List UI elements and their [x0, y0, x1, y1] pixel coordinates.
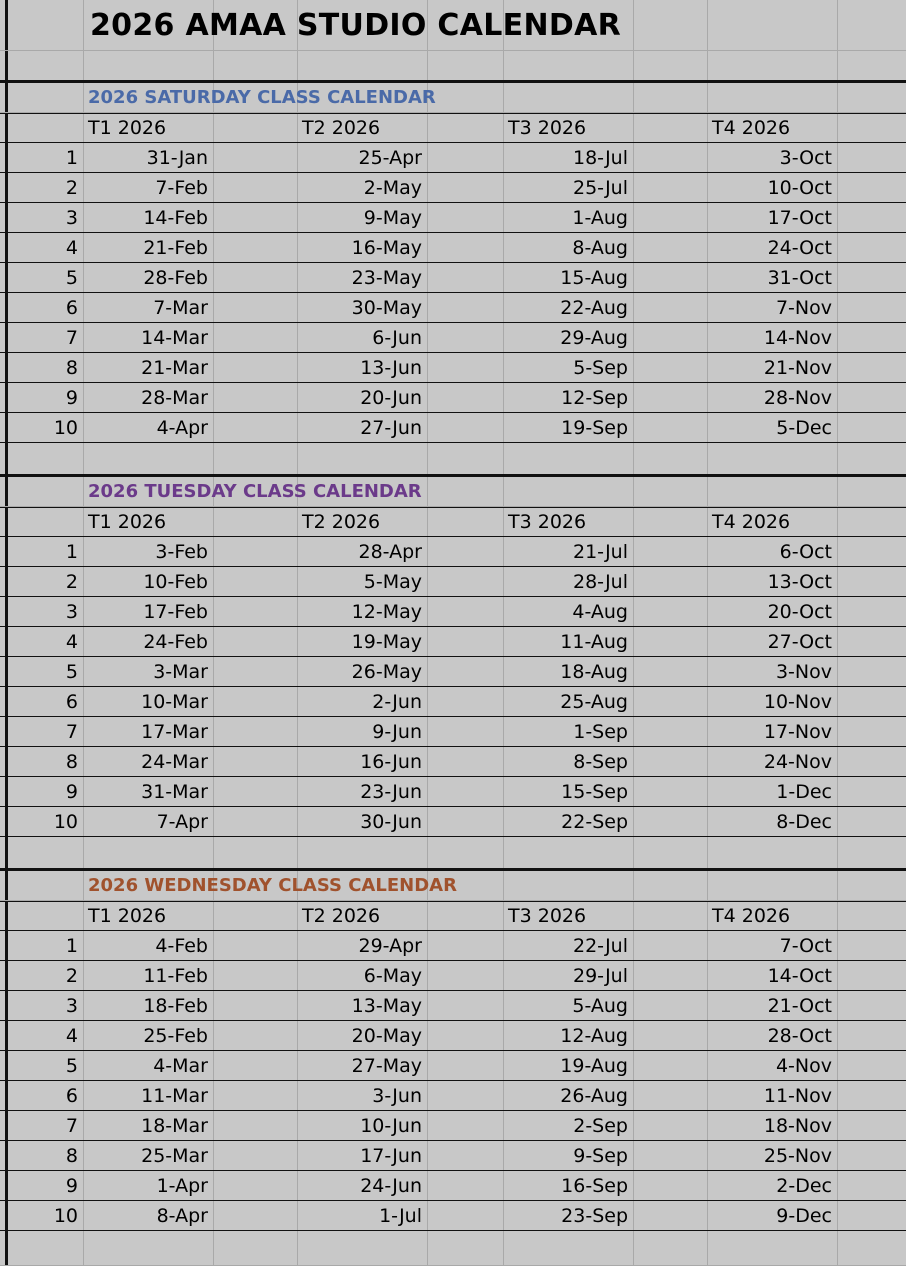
t2-date: 24-Jun [360, 1174, 422, 1197]
t2-date: 16-May [351, 236, 422, 259]
t1-date: 7-Apr [156, 810, 208, 833]
t4-date: 24-Oct [767, 236, 832, 259]
page-title: 2026 AMAA STUDIO CALENDAR [90, 7, 622, 43]
t4-date: 1-Dec [776, 780, 832, 803]
class-number: 8 [65, 1144, 78, 1167]
spacer-row[interactable] [0, 837, 906, 871]
t3-date: 5-Sep [573, 356, 628, 379]
t1-date: 8-Apr [156, 1204, 208, 1227]
class-number: 3 [65, 206, 78, 229]
t1-date: 24-Feb [143, 630, 208, 653]
section-title-tuesday: 2026 TUESDAY CLASS CALENDAR [88, 481, 422, 502]
t1-date: 4-Feb [155, 934, 208, 957]
t4-date: 24-Nov [763, 750, 832, 773]
t3-date: 22-Aug [560, 296, 628, 319]
section-title-saturday: 2026 SATURDAY CLASS CALENDAR [88, 87, 436, 108]
t2-date: 25-Apr [358, 146, 422, 169]
t4-date: 11-Nov [763, 1084, 832, 1107]
table-row[interactable] [0, 567, 906, 597]
table-row[interactable] [0, 173, 906, 203]
t3-date: 11-Aug [560, 630, 628, 653]
t4-date: 6-Oct [779, 540, 832, 563]
t4-date: 3-Oct [779, 146, 832, 169]
t4-date: 5-Dec [776, 416, 832, 439]
class-number: 10 [53, 416, 78, 439]
t3-date: 5-Aug [572, 994, 628, 1017]
table-row[interactable] [0, 1201, 906, 1231]
t2-date: 20-Jun [360, 386, 422, 409]
class-number: 2 [65, 176, 78, 199]
term-header-row[interactable] [0, 507, 906, 537]
t2-date: 3-Jun [372, 1084, 422, 1107]
t1-date: 18-Mar [141, 1114, 208, 1137]
t4-date: 13-Oct [767, 570, 832, 593]
t1-date: 28-Mar [141, 386, 208, 409]
t2-date: 5-May [363, 570, 422, 593]
t4-date: 14-Nov [763, 326, 832, 349]
t1-date: 25-Mar [141, 1144, 208, 1167]
t3-date: 21-Jul [572, 540, 628, 563]
t4-date: 4-Nov [775, 1054, 832, 1077]
t3-date: 8-Sep [573, 750, 628, 773]
t1-date: 31-Mar [141, 780, 208, 803]
t1-date: 4-Apr [156, 416, 208, 439]
term-header-row[interactable] [0, 901, 906, 931]
t3-date: 12-Aug [560, 1024, 628, 1047]
t4-date: 27-Oct [767, 630, 832, 653]
t4-date: 21-Nov [763, 356, 832, 379]
term-header-t2: T2 2026 [302, 511, 381, 533]
t3-date: 26-Aug [560, 1084, 628, 1107]
table-row[interactable] [0, 747, 906, 777]
class-number: 10 [53, 1204, 78, 1227]
t1-date: 11-Mar [141, 1084, 208, 1107]
t4-date: 9-Dec [776, 1204, 832, 1227]
t2-date: 27-May [351, 1054, 422, 1077]
term-header-t4: T4 2026 [712, 905, 791, 927]
table-row[interactable] [0, 233, 906, 263]
t3-date: 9-Sep [573, 1144, 628, 1167]
t2-date: 9-May [363, 206, 422, 229]
t4-date: 10-Oct [767, 176, 832, 199]
table-row[interactable] [0, 1111, 906, 1141]
term-header-t1: T1 2026 [88, 511, 167, 533]
term-header-t4: T4 2026 [712, 117, 791, 139]
table-row[interactable] [0, 323, 906, 353]
class-number: 1 [65, 934, 78, 957]
t2-date: 30-May [351, 296, 422, 319]
class-number: 7 [65, 1114, 78, 1137]
t3-date: 12-Sep [561, 386, 628, 409]
class-number: 7 [65, 326, 78, 349]
t2-date: 1-Jul [379, 1204, 422, 1227]
class-number: 5 [65, 1054, 78, 1077]
table-row[interactable] [0, 1171, 906, 1201]
t1-date: 14-Mar [141, 326, 208, 349]
t3-date: 8-Aug [572, 236, 628, 259]
spacer-row[interactable] [0, 51, 906, 83]
t4-date: 17-Oct [767, 206, 832, 229]
t1-date: 3-Mar [153, 660, 208, 683]
t1-date: 24-Mar [141, 750, 208, 773]
t1-date: 17-Feb [143, 600, 208, 623]
t2-date: 23-Jun [360, 780, 422, 803]
class-number: 6 [65, 690, 78, 713]
t3-date: 23-Sep [561, 1204, 628, 1227]
class-number: 2 [65, 570, 78, 593]
table-row[interactable] [0, 687, 906, 717]
t4-date: 17-Nov [763, 720, 832, 743]
t4-date: 10-Nov [763, 690, 832, 713]
term-header-t1: T1 2026 [88, 905, 167, 927]
t1-date: 1-Apr [156, 1174, 208, 1197]
t2-date: 17-Jun [360, 1144, 422, 1167]
t3-date: 15-Sep [561, 780, 628, 803]
class-number: 1 [65, 146, 78, 169]
t3-date: 15-Aug [560, 266, 628, 289]
t4-date: 18-Nov [763, 1114, 832, 1137]
spacer-row[interactable] [0, 443, 906, 477]
table-row[interactable] [0, 807, 906, 837]
t1-date: 25-Feb [143, 1024, 208, 1047]
table-row[interactable] [0, 597, 906, 627]
t2-date: 6-May [363, 964, 422, 987]
table-row[interactable] [0, 1051, 906, 1081]
t4-date: 20-Oct [767, 600, 832, 623]
class-number: 3 [65, 994, 78, 1017]
term-header-t1: T1 2026 [88, 117, 167, 139]
term-header-t3: T3 2026 [508, 117, 587, 139]
table-row[interactable] [0, 263, 906, 293]
t3-date: 19-Sep [561, 416, 628, 439]
class-number: 4 [65, 236, 78, 259]
t4-date: 25-Nov [763, 1144, 832, 1167]
class-number: 6 [65, 296, 78, 319]
term-header-t4: T4 2026 [712, 511, 791, 533]
t1-date: 28-Feb [143, 266, 208, 289]
class-number: 9 [65, 1174, 78, 1197]
term-header-row[interactable] [0, 113, 906, 143]
class-number: 5 [65, 660, 78, 683]
t1-date: 21-Feb [143, 236, 208, 259]
class-number: 9 [65, 780, 78, 803]
t2-date: 9-Jun [372, 720, 422, 743]
class-number: 8 [65, 750, 78, 773]
t3-date: 25-Jul [572, 176, 628, 199]
table-row[interactable] [0, 717, 906, 747]
t1-date: 14-Feb [143, 206, 208, 229]
t3-date: 18-Aug [560, 660, 628, 683]
t4-date: 28-Oct [767, 1024, 832, 1047]
table-row[interactable] [0, 413, 906, 443]
t3-date: 16-Sep [561, 1174, 628, 1197]
section-title-row-tuesday[interactable] [0, 477, 906, 507]
term-header-t2: T2 2026 [302, 117, 381, 139]
table-row[interactable] [0, 143, 906, 173]
t2-date: 16-Jun [360, 750, 422, 773]
t1-date: 18-Feb [143, 994, 208, 1017]
table-row[interactable] [0, 931, 906, 961]
t2-date: 13-May [351, 994, 422, 1017]
table-row[interactable] [0, 777, 906, 807]
t4-date: 28-Nov [763, 386, 832, 409]
t4-date: 21-Oct [767, 994, 832, 1017]
t2-date: 2-Jun [372, 690, 422, 713]
t2-date: 10-Jun [360, 1114, 422, 1137]
class-number: 3 [65, 600, 78, 623]
t3-date: 29-Aug [560, 326, 628, 349]
class-number: 8 [65, 356, 78, 379]
t1-date: 10-Mar [141, 690, 208, 713]
t3-date: 28-Jul [572, 570, 628, 593]
t3-date: 29-Jul [572, 964, 628, 987]
t4-date: 8-Dec [776, 810, 832, 833]
class-number: 5 [65, 266, 78, 289]
table-row[interactable] [0, 293, 906, 323]
section-title-row-wednesday[interactable] [0, 871, 906, 901]
table-row[interactable] [0, 961, 906, 991]
table-row[interactable] [0, 627, 906, 657]
class-number: 1 [65, 540, 78, 563]
class-number: 10 [53, 810, 78, 833]
t2-date: 2-May [363, 176, 422, 199]
t2-date: 6-Jun [372, 326, 422, 349]
t3-date: 25-Aug [560, 690, 628, 713]
title-row[interactable] [0, 0, 906, 51]
spacer-row[interactable] [0, 1231, 906, 1266]
t3-date: 4-Aug [572, 600, 628, 623]
t1-date: 4-Mar [153, 1054, 208, 1077]
section-title-wednesday: 2026 WEDNESDAY CLASS CALENDAR [88, 875, 457, 896]
term-header-t3: T3 2026 [508, 905, 587, 927]
table-row[interactable] [0, 991, 906, 1021]
t2-date: 26-May [351, 660, 422, 683]
t2-date: 23-May [351, 266, 422, 289]
t2-date: 27-Jun [360, 416, 422, 439]
class-number: 7 [65, 720, 78, 743]
t3-date: 1-Aug [572, 206, 628, 229]
t3-date: 2-Sep [573, 1114, 628, 1137]
t3-date: 19-Aug [560, 1054, 628, 1077]
section-title-row-saturday[interactable] [0, 83, 906, 113]
t3-date: 22-Sep [561, 810, 628, 833]
t2-date: 30-Jun [360, 810, 422, 833]
t1-date: 11-Feb [143, 964, 208, 987]
table-row[interactable] [0, 353, 906, 383]
t4-date: 7-Oct [779, 934, 832, 957]
class-number: 2 [65, 964, 78, 987]
t1-date: 17-Mar [141, 720, 208, 743]
class-number: 6 [65, 1084, 78, 1107]
t2-date: 13-Jun [360, 356, 422, 379]
t2-date: 12-May [351, 600, 422, 623]
t2-date: 19-May [351, 630, 422, 653]
t4-date: 3-Nov [775, 660, 832, 683]
table-row[interactable] [0, 1141, 906, 1171]
t1-date: 31-Jan [146, 146, 208, 169]
t1-date: 21-Mar [141, 356, 208, 379]
term-header-t2: T2 2026 [302, 905, 381, 927]
t1-date: 7-Feb [155, 176, 208, 199]
table-row[interactable] [0, 537, 906, 567]
t1-date: 7-Mar [153, 296, 208, 319]
class-number: 4 [65, 630, 78, 653]
term-header-t3: T3 2026 [508, 511, 587, 533]
t2-date: 20-May [351, 1024, 422, 1047]
table-row[interactable] [0, 657, 906, 687]
t3-date: 18-Jul [572, 146, 628, 169]
t1-date: 3-Feb [155, 540, 208, 563]
t2-date: 29-Apr [358, 934, 422, 957]
t4-date: 7-Nov [775, 296, 832, 319]
table-row[interactable] [0, 1021, 906, 1051]
t4-date: 14-Oct [767, 964, 832, 987]
t1-date: 10-Feb [143, 570, 208, 593]
table-row[interactable] [0, 1081, 906, 1111]
table-row[interactable] [0, 203, 906, 233]
t4-date: 31-Oct [767, 266, 832, 289]
t4-date: 2-Dec [776, 1174, 832, 1197]
t3-date: 1-Sep [573, 720, 628, 743]
t3-date: 22-Jul [572, 934, 628, 957]
class-number: 4 [65, 1024, 78, 1047]
t2-date: 28-Apr [358, 540, 422, 563]
class-number: 9 [65, 386, 78, 409]
table-row[interactable] [0, 383, 906, 413]
